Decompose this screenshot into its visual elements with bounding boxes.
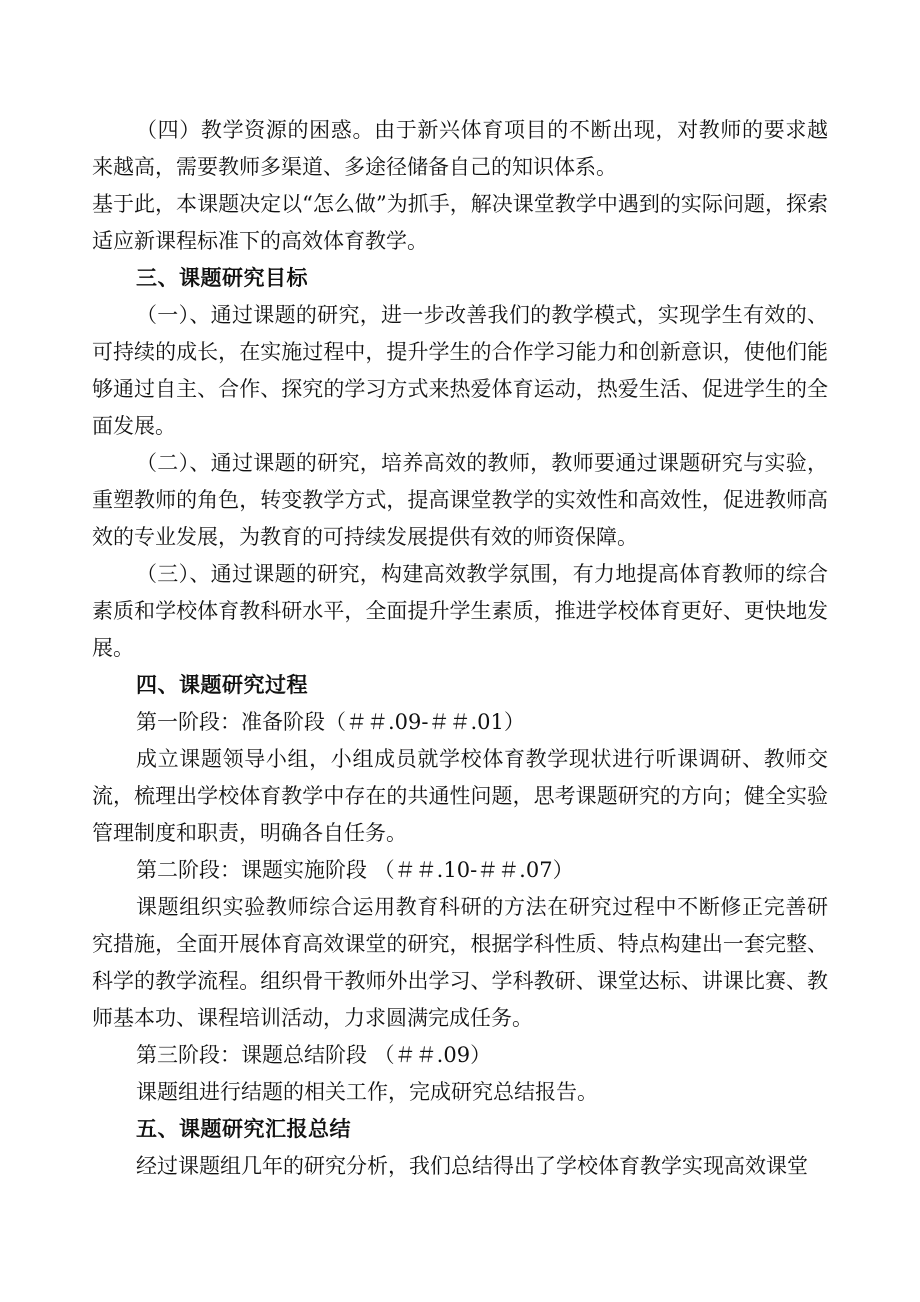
- paragraph-goal-1: （一）、通过课题的研究，进一步改善我们的教学模式，实现学生有效的、可持续的成长，在实施过程中，提升学生的合作学习能力和创新意识，使他们能够通过自主、合作、探究的学习方式来热爱体育运动，热爱生活、促进学生的全面发展。: [92, 303, 828, 438]
- section-heading-research-goals: 三、课题研究目标: [136, 266, 308, 290]
- paragraph-stage-2-title: 第二阶段：课题实施阶段 （＃＃.10-＃＃.07）: [136, 858, 574, 882]
- section-heading-research-process: 四、课题研究过程: [136, 673, 308, 697]
- paragraph-stage-3-body: 课题组进行结题的相关工作，完成研究总结报告。: [136, 1080, 598, 1104]
- paragraph-based-on-this: 基于此，本课题决定以“怎么做”为抓手，解决课堂教学中遇到的实际问题，探索适应新课程标准下的高效体育教学。: [92, 192, 828, 253]
- paragraph-stage-1-title: 第一阶段：准备阶段（＃＃.09-＃＃.01）: [136, 710, 525, 734]
- paragraph-stage-3-title: 第三阶段：课题总结阶段 （＃＃.09）: [136, 1043, 492, 1067]
- paragraph-stage-1-body: 成立课题领导小组，小组成员就学校体育教学现状进行听课调研、教师交流，梳理出学校体育教学中存在的共通性问题，思考课题研究的方向；健全实验管理制度和职责，明确各自任务。: [92, 747, 828, 845]
- paragraph-goal-2: （二）、通过课题的研究，培养高效的教师，教师要通过课题研究与实验，重塑教师的角色，转变教学方式，提高课堂教学的实效性和高效性，促进教师高效的专业发展，为教育的可持续发展提供有效的师资保障。: [92, 451, 828, 549]
- paragraph-summary-start: 经过课题组几年的研究分析，我们总结得出了学校体育教学实现高效课堂: [136, 1154, 808, 1178]
- document-content: [92, 112, 828, 1185]
- paragraph-teaching-resources: （四）教学资源的困惑。由于新兴体育项目的不断出现，对教师的要求越来越高，需要教师多渠道、多途径储备自己的知识体系。: [92, 118, 828, 179]
- section-heading-research-summary: 五、课题研究汇报总结: [136, 1117, 351, 1141]
- paragraph-stage-2-body: 课题组织实验教师综合运用教育科研的方法在研究过程中不断修正完善研究措施，全面开展体育高效课堂的研究，根据学科性质、特点构建出一套完整、科学的教学流程。组织骨干教师外出学习、学科教研、课堂达标、讲课比赛、教师基本功、课程培训活动，力求圆满完成任务。: [92, 895, 828, 1030]
- paragraph-goal-3: （三）、通过课题的研究，构建高效教学氛围，有力地提高体育教师的综合素质和学校体育教科研水平，全面提升学生素质，推进学校体育更好、更快地发展。: [92, 562, 828, 660]
